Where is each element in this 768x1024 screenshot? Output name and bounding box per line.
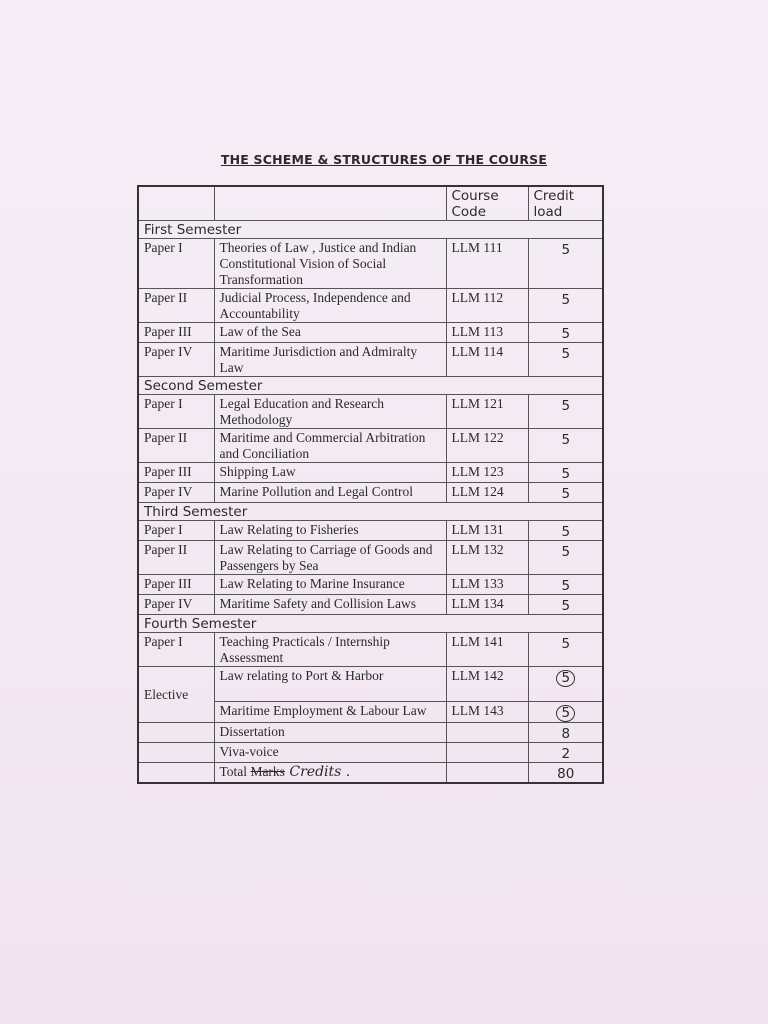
course-code-cell: LLM 124: [446, 483, 528, 503]
semester-heading-row: [138, 377, 603, 395]
table-row: [138, 521, 603, 541]
paper-cell: Paper III: [138, 323, 214, 343]
table-row: [138, 289, 603, 323]
blank-cell: [138, 743, 214, 763]
course-code-cell: LLM 123: [446, 463, 528, 483]
paper-cell: Paper IV: [138, 483, 214, 503]
course-code-cell: LLM 113: [446, 323, 528, 343]
table-row: [138, 395, 603, 429]
course-code-cell: LLM 141: [446, 633, 528, 667]
table-row: [138, 541, 603, 575]
semester-heading: Second Semester: [138, 377, 603, 395]
credit-cell: 5: [528, 343, 603, 377]
subject-cell: Law of the Sea: [214, 323, 446, 343]
circled-credit: 5: [556, 705, 575, 722]
subject-cell: Dissertation: [214, 723, 446, 743]
credit-cell: 5: [528, 395, 603, 429]
subject-cell: Judicial Process, Independence and Accountability: [214, 289, 446, 323]
total-label: [214, 763, 446, 784]
course-code-cell: LLM 142: [446, 667, 528, 702]
course-code-cell: [446, 723, 528, 743]
credit-cell: 5: [528, 541, 603, 575]
credit-cell: 5: [528, 483, 603, 503]
course-code-cell: LLM 134: [446, 595, 528, 615]
elective-label: Elective: [138, 667, 214, 723]
paper-cell: Paper IV: [138, 595, 214, 615]
course-code-cell: LLM 122: [446, 429, 528, 463]
course-code-cell: LLM 121: [446, 395, 528, 429]
paper-cell: Paper III: [138, 575, 214, 595]
subject-cell: Theories of Law , Justice and Indian Constitutional Vision of Social Transformation: [214, 239, 446, 289]
semester-heading: First Semester: [138, 221, 603, 239]
subject-cell: Shipping Law: [214, 463, 446, 483]
semester-heading-row: [138, 503, 603, 521]
credit-cell: 5: [528, 429, 603, 463]
header-blank-cell: [138, 186, 214, 221]
total-prefix: Total: [219, 764, 251, 779]
semester-heading: Fourth Semester: [138, 615, 603, 633]
header-course-code: Course Code: [446, 186, 528, 221]
table-body: [138, 221, 603, 784]
semester-heading-row: [138, 615, 603, 633]
course-code-cell: LLM 114: [446, 343, 528, 377]
subject-cell: Law relating to Port & Harbor: [214, 667, 446, 702]
total-credit: 80: [528, 763, 603, 784]
course-code-cell: LLM 133: [446, 575, 528, 595]
course-code-cell: LLM 132: [446, 541, 528, 575]
credit-cell: 5: [528, 521, 603, 541]
table-row: [138, 575, 603, 595]
table-row: [138, 463, 603, 483]
table-row: [138, 595, 603, 615]
paper-cell: Paper I: [138, 239, 214, 289]
subject-cell: Legal Education and Research Methodology: [214, 395, 446, 429]
table-row: [138, 343, 603, 377]
course-code-cell: LLM 112: [446, 289, 528, 323]
credit-cell: 5: [528, 463, 603, 483]
table-row: [138, 323, 603, 343]
course-code-cell: LLM 143: [446, 702, 528, 723]
paper-cell: Paper III: [138, 463, 214, 483]
subject-cell: Maritime Jurisdiction and Admiralty Law: [214, 343, 446, 377]
subject-cell: Marine Pollution and Legal Control: [214, 483, 446, 503]
header-blank-cell: [214, 186, 446, 221]
semester-heading-row: [138, 221, 603, 239]
elective-row: [138, 667, 603, 702]
credit-cell: [528, 702, 603, 723]
credit-cell: 2: [528, 743, 603, 763]
subject-cell: Law Relating to Fisheries: [214, 521, 446, 541]
subject-cell: Teaching Practicals / Internship Assessment: [214, 633, 446, 667]
handwritten-credits: Credits .: [284, 764, 351, 780]
paper-cell: Paper IV: [138, 343, 214, 377]
subject-cell: Law Relating to Carriage of Goods and Passengers by Sea: [214, 541, 446, 575]
document-title: THE SCHEME & STRUCTURES OF THE COURSE: [220, 152, 548, 167]
subject-cell: Maritime Employment & Labour Law: [214, 702, 446, 723]
subject-cell: Maritime Safety and Collision Laws: [214, 595, 446, 615]
paper-cell: Paper I: [138, 633, 214, 667]
credit-cell: 5: [528, 633, 603, 667]
table-row: [138, 743, 603, 763]
credit-cell: 5: [528, 323, 603, 343]
credit-cell: 5: [528, 289, 603, 323]
table-row: [138, 429, 603, 463]
circled-credit: 5: [556, 670, 575, 687]
table-row: [138, 723, 603, 743]
blank-cell: [138, 763, 214, 784]
subject-cell: Law Relating to Marine Insurance: [214, 575, 446, 595]
course-code-cell: [446, 743, 528, 763]
credit-cell: [528, 667, 603, 702]
credit-cell: 5: [528, 239, 603, 289]
paper-cell: Paper II: [138, 289, 214, 323]
semester-heading: Third Semester: [138, 503, 603, 521]
subject-cell: Viva-voice: [214, 743, 446, 763]
table-row: [138, 483, 603, 503]
total-row: [138, 763, 603, 784]
credit-cell: 5: [528, 575, 603, 595]
paper-cell: Paper I: [138, 521, 214, 541]
table-row: [138, 633, 603, 667]
struck-word: Marks: [250, 764, 285, 779]
credit-cell: 5: [528, 595, 603, 615]
paper-cell: Paper II: [138, 541, 214, 575]
course-code-cell: LLM 111: [446, 239, 528, 289]
table-header-row: [138, 186, 603, 221]
course-scheme-table: [137, 185, 604, 784]
table-row: [138, 239, 603, 289]
course-code-cell: [446, 763, 528, 784]
paper-cell: Paper I: [138, 395, 214, 429]
header-credit-load: Credit load: [528, 186, 603, 221]
credit-cell: 8: [528, 723, 603, 743]
blank-cell: [138, 723, 214, 743]
subject-cell: Maritime and Commercial Arbitration and Conciliation: [214, 429, 446, 463]
paper-cell: Paper II: [138, 429, 214, 463]
course-code-cell: LLM 131: [446, 521, 528, 541]
